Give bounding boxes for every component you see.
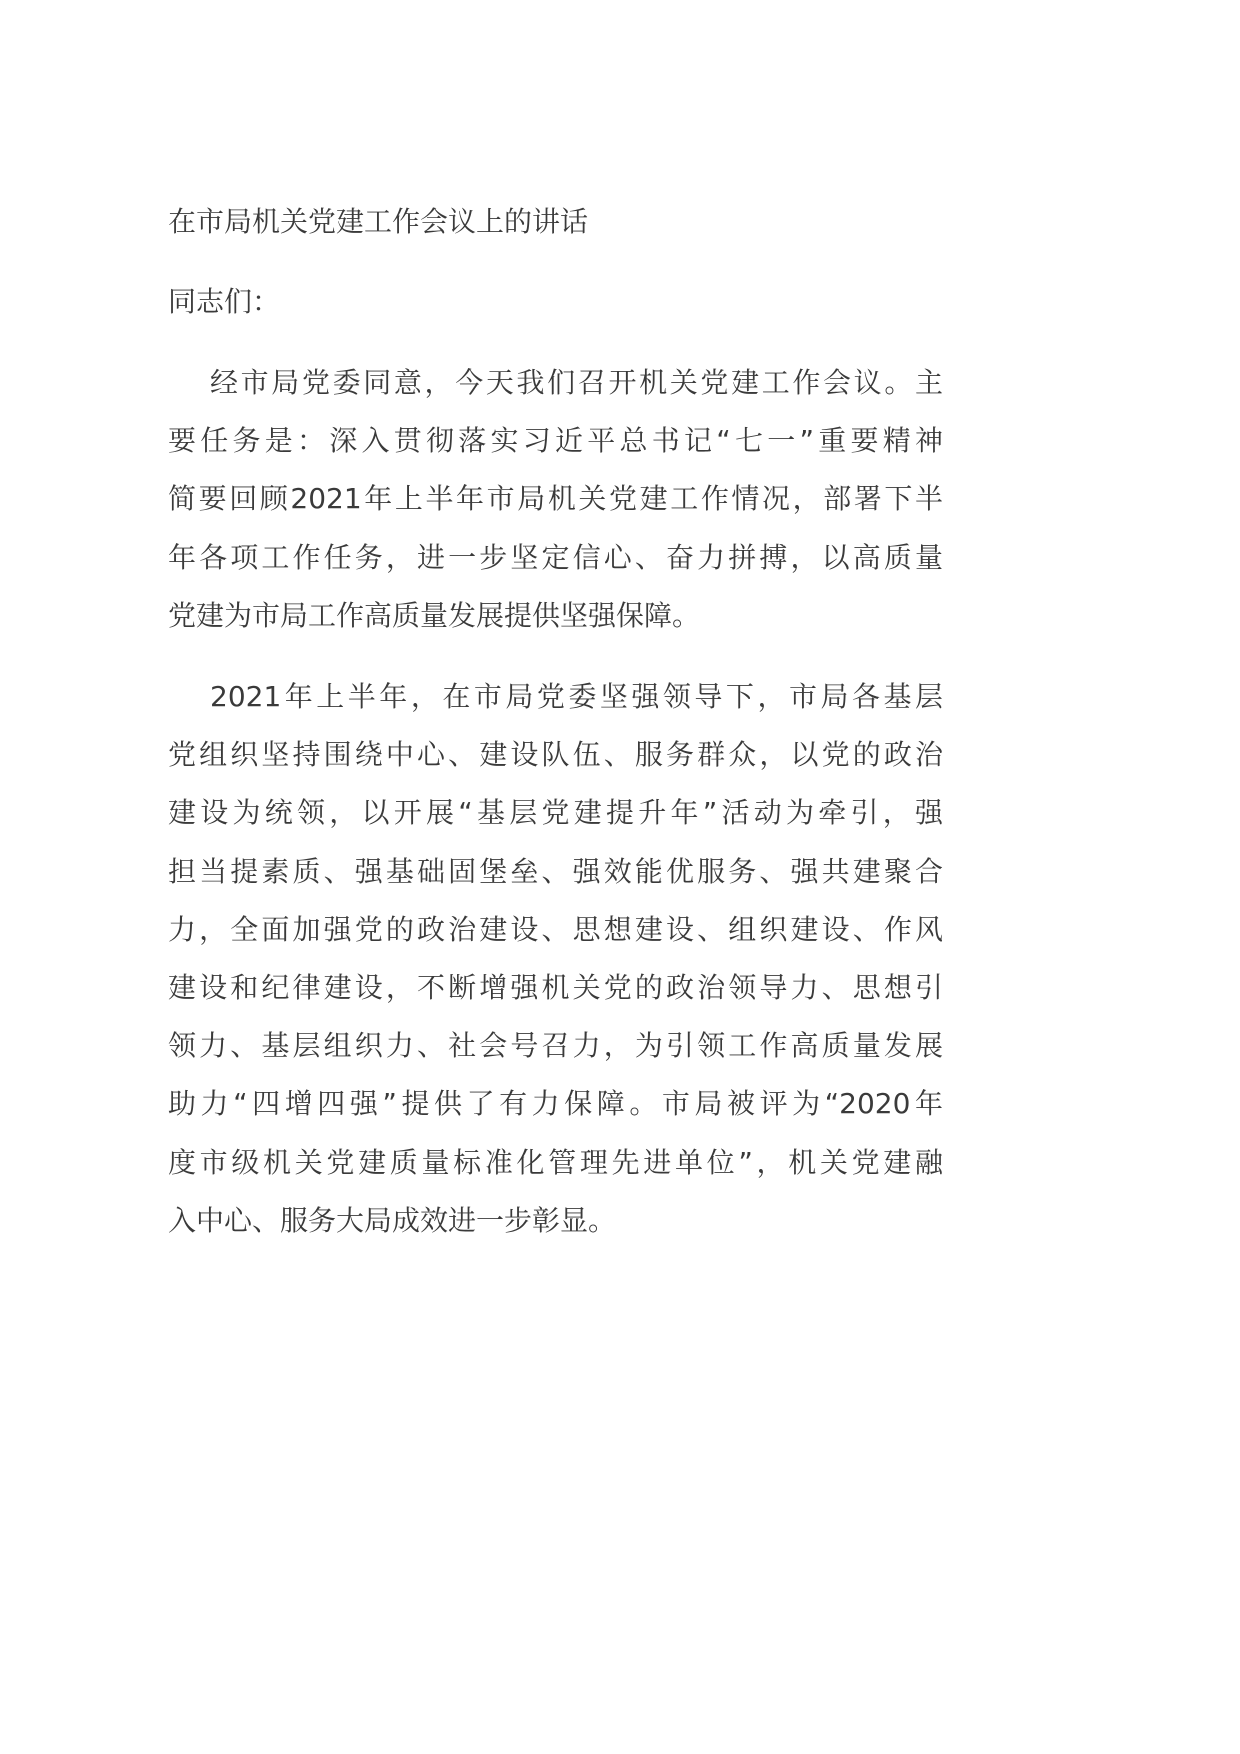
salutation: 同志们：: [168, 285, 281, 318]
paragraph-line: 经市局党委同意，今天我们召开机关党建工作会议。主: [210, 366, 943, 399]
paragraph-line: 助力“四增四强”提供了有力保障。市局被评为“2020年: [168, 1087, 943, 1121]
paragraph-line: 简要回顾2021年上半年市局机关党建工作情况，部署下半: [168, 482, 943, 516]
paragraph-line: 要任务是：深入贯彻落实习近平总书记“七一”重要精神: [168, 424, 943, 458]
paragraph-line: 2021年上半年，在市局党委坚强领导下，市局各基层: [210, 680, 943, 713]
paragraph-line: 党建为市局工作高质量发展提供坚强保障。: [168, 598, 701, 632]
paragraph-line: 入中心、服务大局成效进一步彰显。: [168, 1203, 617, 1237]
paragraph-line: 年各项工作任务，进一步坚定信心、奋力拼搏，以高质量: [168, 540, 943, 574]
paragraph-line: 担当提素质、强基础固堡垒、强效能优服务、强共建聚合: [168, 854, 943, 888]
paragraph-line: 度市级机关党建质量标准化管理先进单位”，机关党建融: [168, 1145, 943, 1179]
document-title: 在市局机关党建工作会议上的讲话: [168, 205, 589, 238]
paragraph-line: 党组织坚持围绕中心、建设队伍、服务群众，以党的政治: [168, 738, 943, 772]
paragraph-line: 建设和纪律建设，不断增强机关党的政治领导力、思想引: [168, 971, 943, 1004]
paragraph-line: 力，全面加强党的政治建设、思想建设、组织建设、作风: [168, 912, 943, 946]
paragraph-line: 领力、基层组织力、社会号召力，为引领工作高质量发展: [168, 1029, 943, 1063]
paragraph-line: 建设为统领，以开展“基层党建提升年”活动为牵引，强: [168, 796, 943, 830]
